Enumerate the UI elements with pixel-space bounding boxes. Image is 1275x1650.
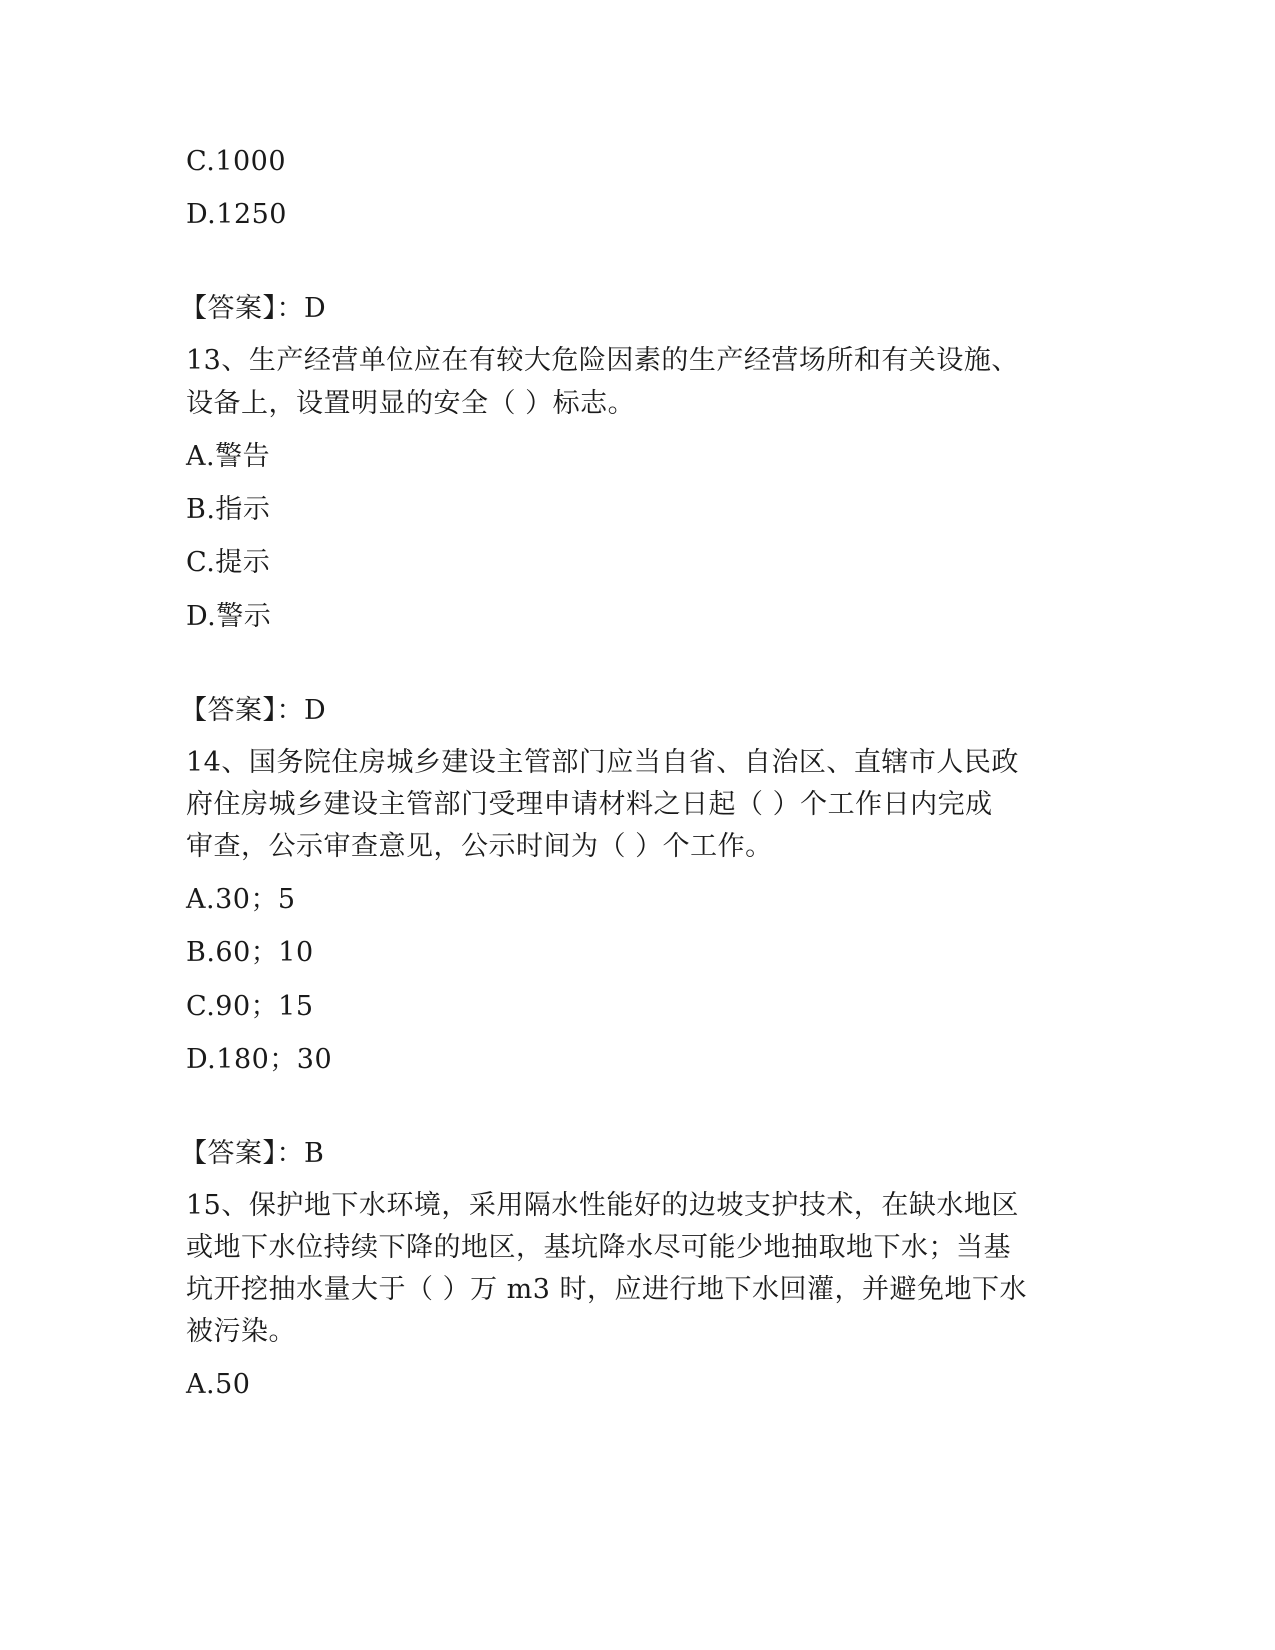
q14-option-b: B.60；10 bbox=[186, 937, 314, 968]
q14-option-d: D.180；30 bbox=[186, 1044, 333, 1075]
q15-option-a: A.50 bbox=[186, 1369, 251, 1400]
q12-option-d: D.1250 bbox=[186, 199, 287, 230]
q14-stem-line-2: 府住房城乡建设主管部门受理申请材料之日起（ ）个工作日内完成 bbox=[186, 789, 993, 820]
q15-stem-line-1: 15、保护地下水环境，采用隔水性能好的边坡支护技术，在缺水地区 bbox=[186, 1190, 1019, 1221]
q14-stem-line-3: 审查，公示审查意见，公示时间为（ ）个工作。 bbox=[186, 831, 773, 862]
q13-answer: 【答案】：D bbox=[180, 695, 327, 726]
q13-stem-line-1: 13、生产经营单位应在有较大危险因素的生产经营场所和有关设施、 bbox=[186, 345, 1019, 376]
q13-option-b: B.指示 bbox=[186, 494, 271, 525]
q12-answer: 【答案】：D bbox=[180, 293, 327, 324]
q15-stem-line-4: 被污染。 bbox=[186, 1316, 296, 1347]
q14-stem-line-1: 14、国务院住房城乡建设主管部门应当自省、自治区、直辖市人民政 bbox=[186, 747, 1019, 778]
q15-stem-line-2: 或地下水位持续下降的地区，基坑降水尽可能少地抽取地下水；当基 bbox=[186, 1232, 1011, 1263]
q15-stem-line-3: 坑开挖抽水量大于（ ）万 m3 时，应进行地下水回灌，并避免地下水 bbox=[186, 1274, 1028, 1305]
q14-answer: 【答案】：B bbox=[180, 1138, 325, 1169]
q14-option-c: C.90；15 bbox=[186, 991, 314, 1022]
q13-option-a: A.警告 bbox=[186, 441, 271, 472]
q13-stem-line-2: 设备上，设置明显的安全（ ）标志。 bbox=[186, 388, 636, 419]
q14-option-a: A.30；5 bbox=[186, 884, 296, 915]
q13-option-c: C.提示 bbox=[186, 547, 271, 578]
q12-option-c: C.1000 bbox=[186, 146, 286, 177]
q13-option-d: D.警示 bbox=[186, 601, 272, 632]
